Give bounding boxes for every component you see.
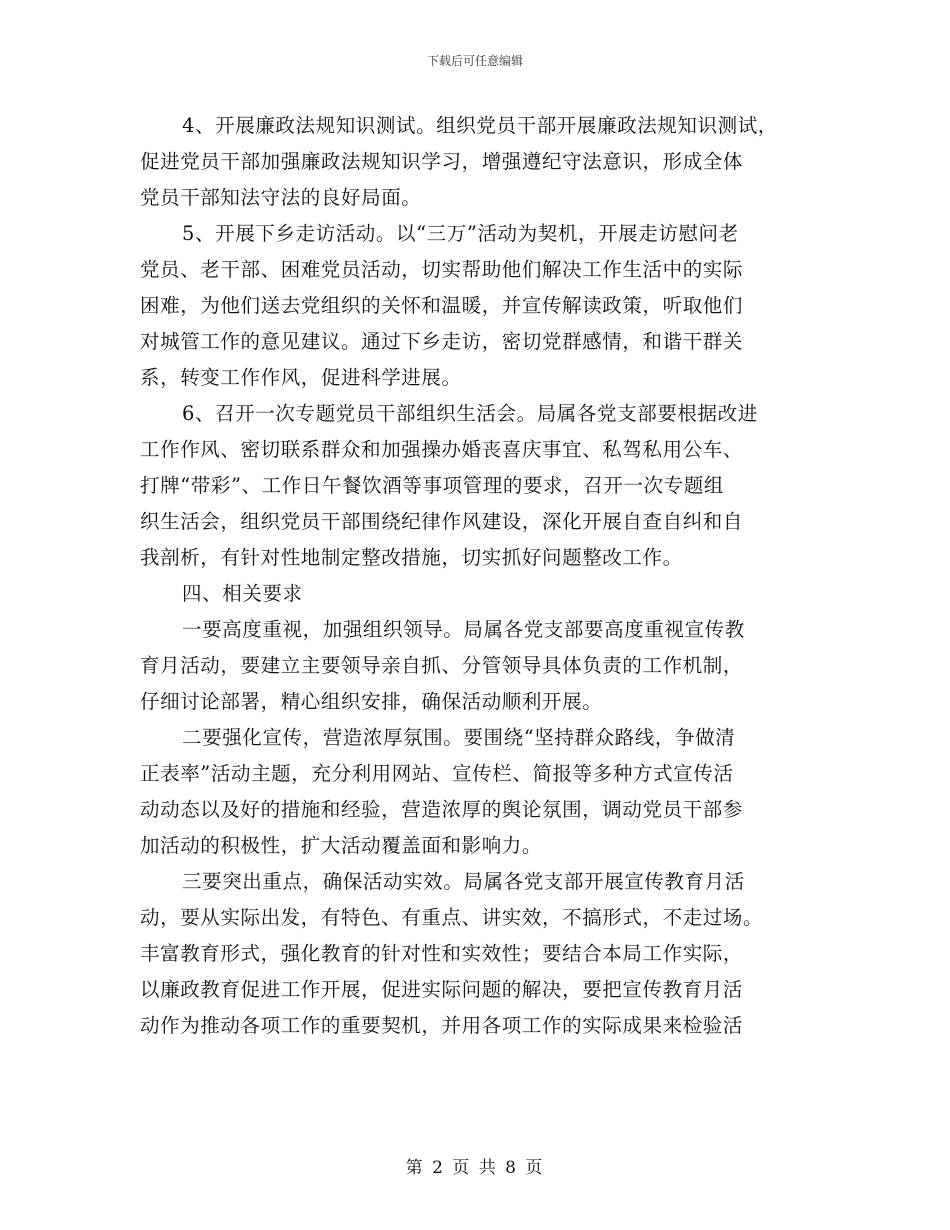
paragraph-line: 困难，为他们送去党组织的关怀和温暖，并宣传解读政策，听取他们 [140, 294, 744, 317]
paragraph-line: 党员干部知法守法的良好局面。 [140, 186, 422, 209]
paragraph-line: 工作作风、密切联系群众和加强操办婚丧喜庆事宜、私驾私用公车、 [140, 438, 744, 461]
paragraph-line: 加活动的积极性，扩大活动覆盖面和影响力。 [140, 834, 543, 857]
paragraph-line: 三要突出重点，确保活动实效。局属各党支部开展宣传教育月活 [182, 870, 745, 893]
paragraph-line: 育月活动，要建立主要领导亲自抓、分管领导具体负责的工作机制， [140, 654, 744, 677]
paragraph-line: 动动态以及好的措施和经验，营造浓厚的舆论氛围，调动党员干部参 [140, 798, 744, 821]
paragraph-line: 动作为推动各项工作的重要契机，并用各项工作的实际成果来检验活 [140, 1014, 744, 1037]
paragraph-line: 一要高度重视，加强组织领导。局属各党支部要高度重视宣传教 [182, 618, 745, 641]
document-body [140, 108, 820, 1044]
paragraph-line: 系，转变工作作风，促进科学进展。 [140, 366, 462, 389]
paragraph-line: 丰富教育形式，强化教育的针对性和实效性；要结合本局工作实际， [140, 942, 744, 965]
paragraph-line: 促进党员干部加强廉政法规知识学习，增强遵纪守法意识，形成全体 [140, 150, 744, 173]
paragraph-line: 6、召开一次专题党员干部组织生活会。局属各党支部要根据改进 [182, 402, 758, 425]
paragraph-line: 动，要从实际出发，有特色、有重点、讲实效，不搞形式，不走过场。 [140, 906, 764, 929]
paragraph-line: 打牌“带彩”、工作日午餐饮酒等事项管理的要求，召开一次专题组 [140, 474, 724, 497]
paragraph-line: 5、开展下乡走访活动。以“三万”活动为契机，开展走访慰问老 [182, 222, 739, 245]
paragraph-line: 仔细讨论部署，精心组织安排，确保活动顺利开展。 [140, 690, 603, 713]
section-heading: 四、相关要求 [182, 582, 303, 605]
paragraph-line: 党员、老干部、困难党员活动，切实帮助他们解决工作生活中的实际 [140, 258, 744, 281]
paragraph-line: 4、开展廉政法规知识测试。组织党员干部开展廉政法规知识测试， [182, 114, 778, 137]
paragraph-line: 织生活会，组织党员干部围绕纪律作风建设，深化开展自查自纠和自 [140, 510, 744, 533]
paragraph-line: 我剖析，有针对性地制定整改措施，切实抓好问题整改工作。 [140, 546, 683, 569]
page-number-footer: 第 2 页 共 8 页 [405, 1158, 545, 1178]
paragraph-line: 对城管工作的意见建议。通过下乡走访，密切党群感情，和谐干群关 [140, 330, 744, 353]
paragraph-line: 二要强化宣传，营造浓厚氛围。要围绕“坚持群众路线，争做清 [182, 726, 736, 749]
paragraph-line: 正表率”活动主题，充分利用网站、宣传栏、简报等多种方式宣传活 [140, 762, 734, 785]
paragraph-line: 以廉政教育促进工作开展，促进实际问题的解决，要把宣传教育月活 [140, 978, 744, 1001]
page-header: 下载后可任意编辑 [426, 54, 523, 68]
